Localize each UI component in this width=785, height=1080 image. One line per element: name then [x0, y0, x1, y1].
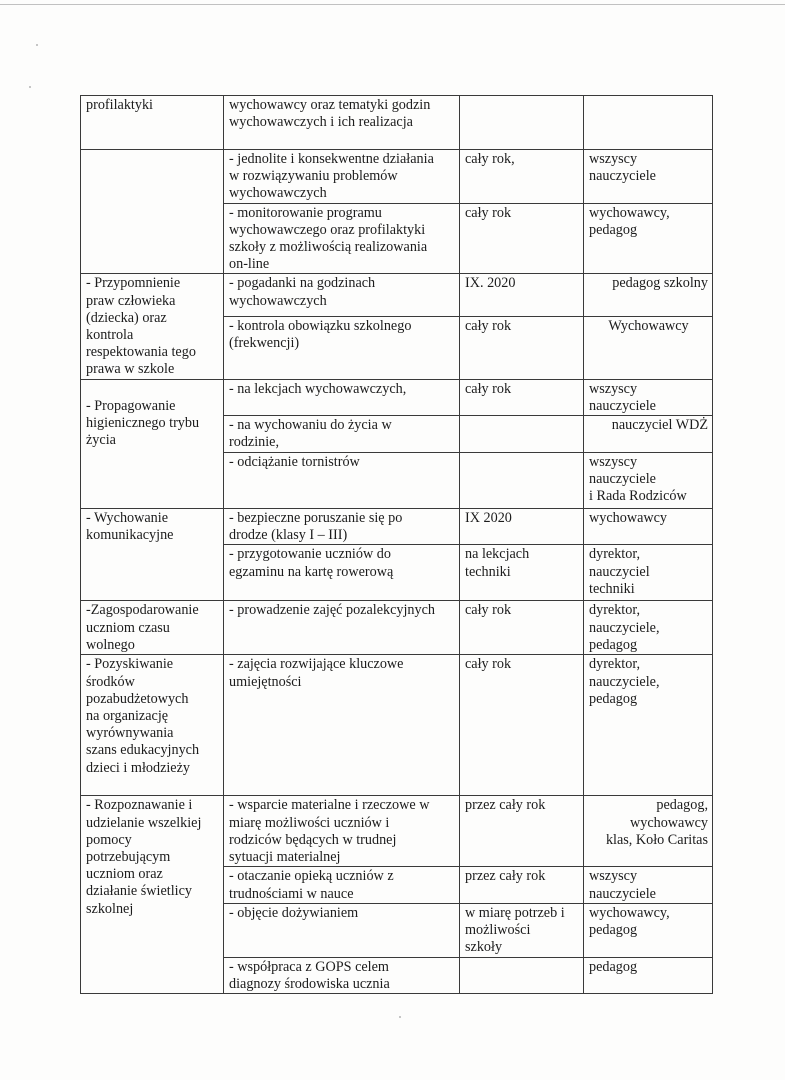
cell-text-line: wychowawcy oraz tematyki godzin: [229, 97, 431, 113]
responsible-cell: [584, 655, 713, 796]
task-cell: [224, 545, 460, 601]
cell-text-line: szkolnej: [86, 900, 134, 917]
cell-text-line: rodzinie,: [229, 434, 280, 451]
cell-text-line: IX. 2020: [465, 275, 516, 292]
cell-text-line: możliwości: [465, 922, 531, 939]
responsible-cell: [584, 796, 713, 867]
task-cell: [224, 416, 460, 453]
cell-text-line: dyrektor,: [589, 656, 641, 673]
cell-text-line: - monitorowanie programu: [229, 204, 382, 221]
cell-text-line: nauczyciele,: [589, 673, 660, 690]
scan-edge-line: [0, 4, 785, 5]
cell-text-line: IX 2020: [465, 510, 512, 527]
scan-speck: [29, 86, 31, 88]
cell-text-line: - Przypomnienie: [86, 275, 181, 292]
cell-text-line: kontrola: [86, 327, 134, 344]
cell-text-line: - Propagowanie: [86, 397, 176, 414]
area-cell: [81, 379, 224, 508]
cell-text-line: nauczyciele: [589, 885, 656, 902]
cell-text-line: praw człowieka: [86, 292, 176, 309]
cell-text-line: szkoły z możliwością realizowania: [229, 239, 428, 256]
cell-text-line: - na lekcjach wychowawczych,: [229, 380, 407, 397]
cell-text-line: cały rok: [465, 204, 512, 221]
responsible-cell: [584, 416, 713, 453]
cell-text-line: - zajęcia rozwijające kluczowe: [229, 656, 404, 673]
timeline-cell: [460, 203, 584, 274]
timeline-cell: [460, 796, 584, 867]
cell-text-line: cały rok: [465, 380, 512, 397]
task-cell: [224, 316, 460, 379]
cell-text-line: - pogadanki na godzinach: [229, 275, 376, 292]
area-cell: [81, 274, 224, 379]
cell-text-line: - kontrola obowiązku szkolnego: [229, 317, 412, 334]
timeline-cell: [460, 509, 584, 545]
cell-text-line: profilaktyki: [86, 97, 153, 113]
cell-text-line: cały rok: [465, 317, 512, 334]
cell-text-line: potrzebującym: [86, 849, 171, 866]
cell-text-line: - wsparcie materialne i rzeczowe w: [229, 797, 430, 814]
cell-text-line: (frekwencji): [229, 335, 300, 352]
table-row: [81, 601, 713, 655]
responsible-cell: [584, 274, 713, 316]
cell-text-line: wolnego: [86, 636, 135, 653]
responsible-cell: [584, 453, 713, 509]
cell-text-line: - Wychowanie: [86, 510, 169, 527]
cell-text-line: pozabudżetowych: [86, 690, 189, 707]
cell-text-line: cały rok,: [465, 151, 515, 167]
table-row: [81, 509, 713, 545]
cell-text-line: nauczyciel WDŻ: [611, 417, 708, 434]
timeline-cell: [460, 379, 584, 415]
table-row: [81, 274, 713, 316]
cell-text-line: pedagog: [589, 636, 638, 653]
cell-text-line: - przygotowanie uczniów do: [229, 546, 391, 563]
timeline-cell: [460, 545, 584, 601]
cell-text-line: - prowadzenie zajęć pozalekcyjnych: [229, 602, 435, 619]
cell-text-line: przez cały rok: [465, 797, 546, 814]
area-cell: [81, 96, 224, 150]
cell-text-line: uczniom oraz: [86, 866, 163, 883]
timeline-cell: [460, 274, 584, 316]
task-cell: [224, 509, 460, 545]
cell-text-line: - otaczanie opieką uczniów z: [229, 868, 394, 885]
cell-text-line: techniki: [465, 563, 511, 580]
task-cell: [224, 379, 460, 415]
cell-text-line: cały rok: [465, 602, 512, 619]
cell-text-line: wychowawcy,: [589, 904, 670, 921]
scan-speck: [399, 1016, 401, 1018]
cell-text-line: nauczyciele: [589, 471, 656, 488]
task-cell: [224, 150, 460, 204]
scan-speck: [36, 44, 38, 46]
cell-text-line: wychowawczego oraz profilaktyki: [229, 221, 426, 238]
responsible-cell: [584, 545, 713, 601]
responsible-cell: [584, 601, 713, 655]
cell-text-line: wychowawczych: [229, 292, 327, 309]
table-row: [81, 96, 713, 150]
cell-text-line: komunikacyjne: [86, 527, 174, 544]
timeline-cell: [460, 957, 584, 993]
cell-text-line: sytuacji materialnej: [229, 849, 341, 866]
cell-text-line: (dziecka) oraz: [86, 309, 167, 326]
responsible-cell: [584, 867, 713, 903]
cell-text-line: - współpraca z GOPS celem: [229, 958, 389, 975]
responsible-cell: [584, 903, 713, 957]
cell-text-line: - na wychowaniu do życia w: [229, 417, 392, 434]
cell-text-line: szkoły: [465, 939, 503, 956]
cell-text-line: Wychowawcy: [608, 317, 689, 334]
cell-text-line: - objęcie dożywianiem: [229, 904, 359, 921]
cell-text-line: wyrównywania: [86, 725, 174, 742]
cell-text-line: -Zagospodarowanie: [86, 602, 199, 619]
cell-text-line: miarę możliwości uczniów i: [229, 814, 390, 831]
area-cell: [81, 150, 224, 274]
education-plan-table: [80, 95, 713, 994]
timeline-cell: [460, 150, 584, 204]
cell-text-line: - bezpieczne poruszanie się po: [229, 510, 403, 527]
cell-text-line: higienicznego trybu: [86, 415, 200, 432]
area-cell: [81, 601, 224, 655]
cell-text-line: pedagog szkolny: [612, 275, 708, 292]
cell-text-line: wychowawcy: [629, 814, 708, 831]
cell-text-line: w miarę potrzeb i: [465, 904, 565, 921]
cell-text-line: wszyscy: [589, 454, 638, 471]
cell-text-line: wychowawczych: [229, 185, 327, 202]
cell-text-line: - Pozyskiwanie: [86, 656, 174, 673]
cell-text-line: pedagog,: [656, 797, 708, 814]
cell-text-line: wszyscy: [589, 868, 638, 885]
cell-text-line: pedagog: [589, 958, 638, 975]
cell-text-line: - Rozpoznawanie i: [86, 797, 193, 814]
cell-text-line: udzielanie wszelkiej: [86, 814, 202, 831]
cell-text-line: trudnościami w nauce: [229, 885, 354, 902]
cell-text-line: nauczyciel: [589, 563, 650, 580]
cell-text-line: dzieci i młodzieży: [86, 759, 190, 776]
cell-text-line: cały rok: [465, 656, 512, 673]
cell-text-line: pedagog: [589, 922, 638, 939]
cell-text-line: wychowawczych i ich realizacja: [229, 114, 413, 131]
timeline-cell: [460, 601, 584, 655]
area-cell: [81, 509, 224, 601]
table-row: [81, 655, 713, 796]
timeline-cell: [460, 316, 584, 379]
task-cell: [224, 601, 460, 655]
cell-text-line: egzaminu na kartę rowerową: [229, 563, 394, 580]
timeline-cell: [460, 903, 584, 957]
task-cell: [224, 203, 460, 274]
area-cell: [81, 796, 224, 994]
cell-text-line: dyrektor,: [589, 546, 641, 563]
cell-text-line: - odciążanie tornistrów: [229, 454, 360, 471]
table-row: [81, 379, 713, 415]
task-cell: [224, 867, 460, 903]
cell-text-line: uczniom czasu: [86, 619, 170, 636]
cell-text-line: [86, 381, 219, 398]
timeline-cell: [460, 655, 584, 796]
cell-text-line: wychowawcy,: [589, 204, 670, 221]
cell-text-line: prawa w szkole: [86, 361, 175, 378]
responsible-cell: [584, 96, 713, 150]
cell-text-line: nauczyciele: [589, 168, 656, 185]
cell-text-line: pomocy: [86, 831, 132, 848]
cell-text-line: klas, Koło Caritas: [605, 831, 708, 848]
task-cell: [224, 453, 460, 509]
cell-text-line: pedagog: [589, 690, 638, 707]
responsible-cell: [584, 150, 713, 204]
cell-text-line: - jednolite i konsekwentne działania: [229, 151, 434, 167]
cell-text-line: umiejętności: [229, 673, 302, 690]
responsible-cell: [584, 203, 713, 274]
task-cell: [224, 796, 460, 867]
cell-text-line: szans edukacyjnych: [86, 742, 200, 759]
cell-text-line: pedagog: [589, 221, 638, 238]
cell-text-line: przez cały rok: [465, 868, 546, 885]
responsible-cell: [584, 957, 713, 993]
task-cell: [224, 903, 460, 957]
cell-text-line: dyrektor,: [589, 602, 641, 619]
cell-text-line: życia: [86, 432, 116, 449]
cell-text-line: w rozwiązywaniu problemów: [229, 168, 398, 185]
timeline-cell: [460, 416, 584, 453]
timeline-cell: [460, 867, 584, 903]
cell-text-line: na organizację: [86, 708, 169, 725]
timeline-cell: [460, 453, 584, 509]
cell-text-line: wszyscy: [589, 380, 638, 397]
task-cell: [224, 96, 460, 150]
timeline-cell: [460, 96, 584, 150]
cell-text-line: i Rada Rodziców: [589, 488, 687, 505]
task-cell: [224, 957, 460, 993]
cell-text-line: wszyscy: [589, 151, 638, 167]
cell-text-line: nauczyciele,: [589, 619, 660, 636]
cell-text-line: na lekcjach: [465, 546, 530, 563]
cell-text-line: nauczyciele: [589, 397, 656, 414]
task-cell: [224, 274, 460, 316]
cell-text-line: wychowawcy: [589, 510, 668, 527]
cell-text-line: diagnozy środowiska ucznia: [229, 976, 390, 993]
cell-text-line: rodziców będących w trudnej: [229, 831, 397, 848]
responsible-cell: [584, 379, 713, 415]
responsible-cell: [584, 316, 713, 379]
area-cell: [81, 655, 224, 796]
cell-text-line: drodze (klasy I – III): [229, 527, 348, 544]
table-row: [81, 150, 713, 204]
cell-text-line: środków: [86, 673, 135, 690]
cell-text-line: działanie świetlicy: [86, 883, 192, 900]
cell-text-line: on-line: [229, 256, 270, 273]
cell-text-line: techniki: [589, 580, 635, 597]
responsible-cell: [584, 509, 713, 545]
table-row: [81, 796, 713, 867]
cell-text-line: respektowania tego: [86, 344, 196, 361]
task-cell: [224, 655, 460, 796]
